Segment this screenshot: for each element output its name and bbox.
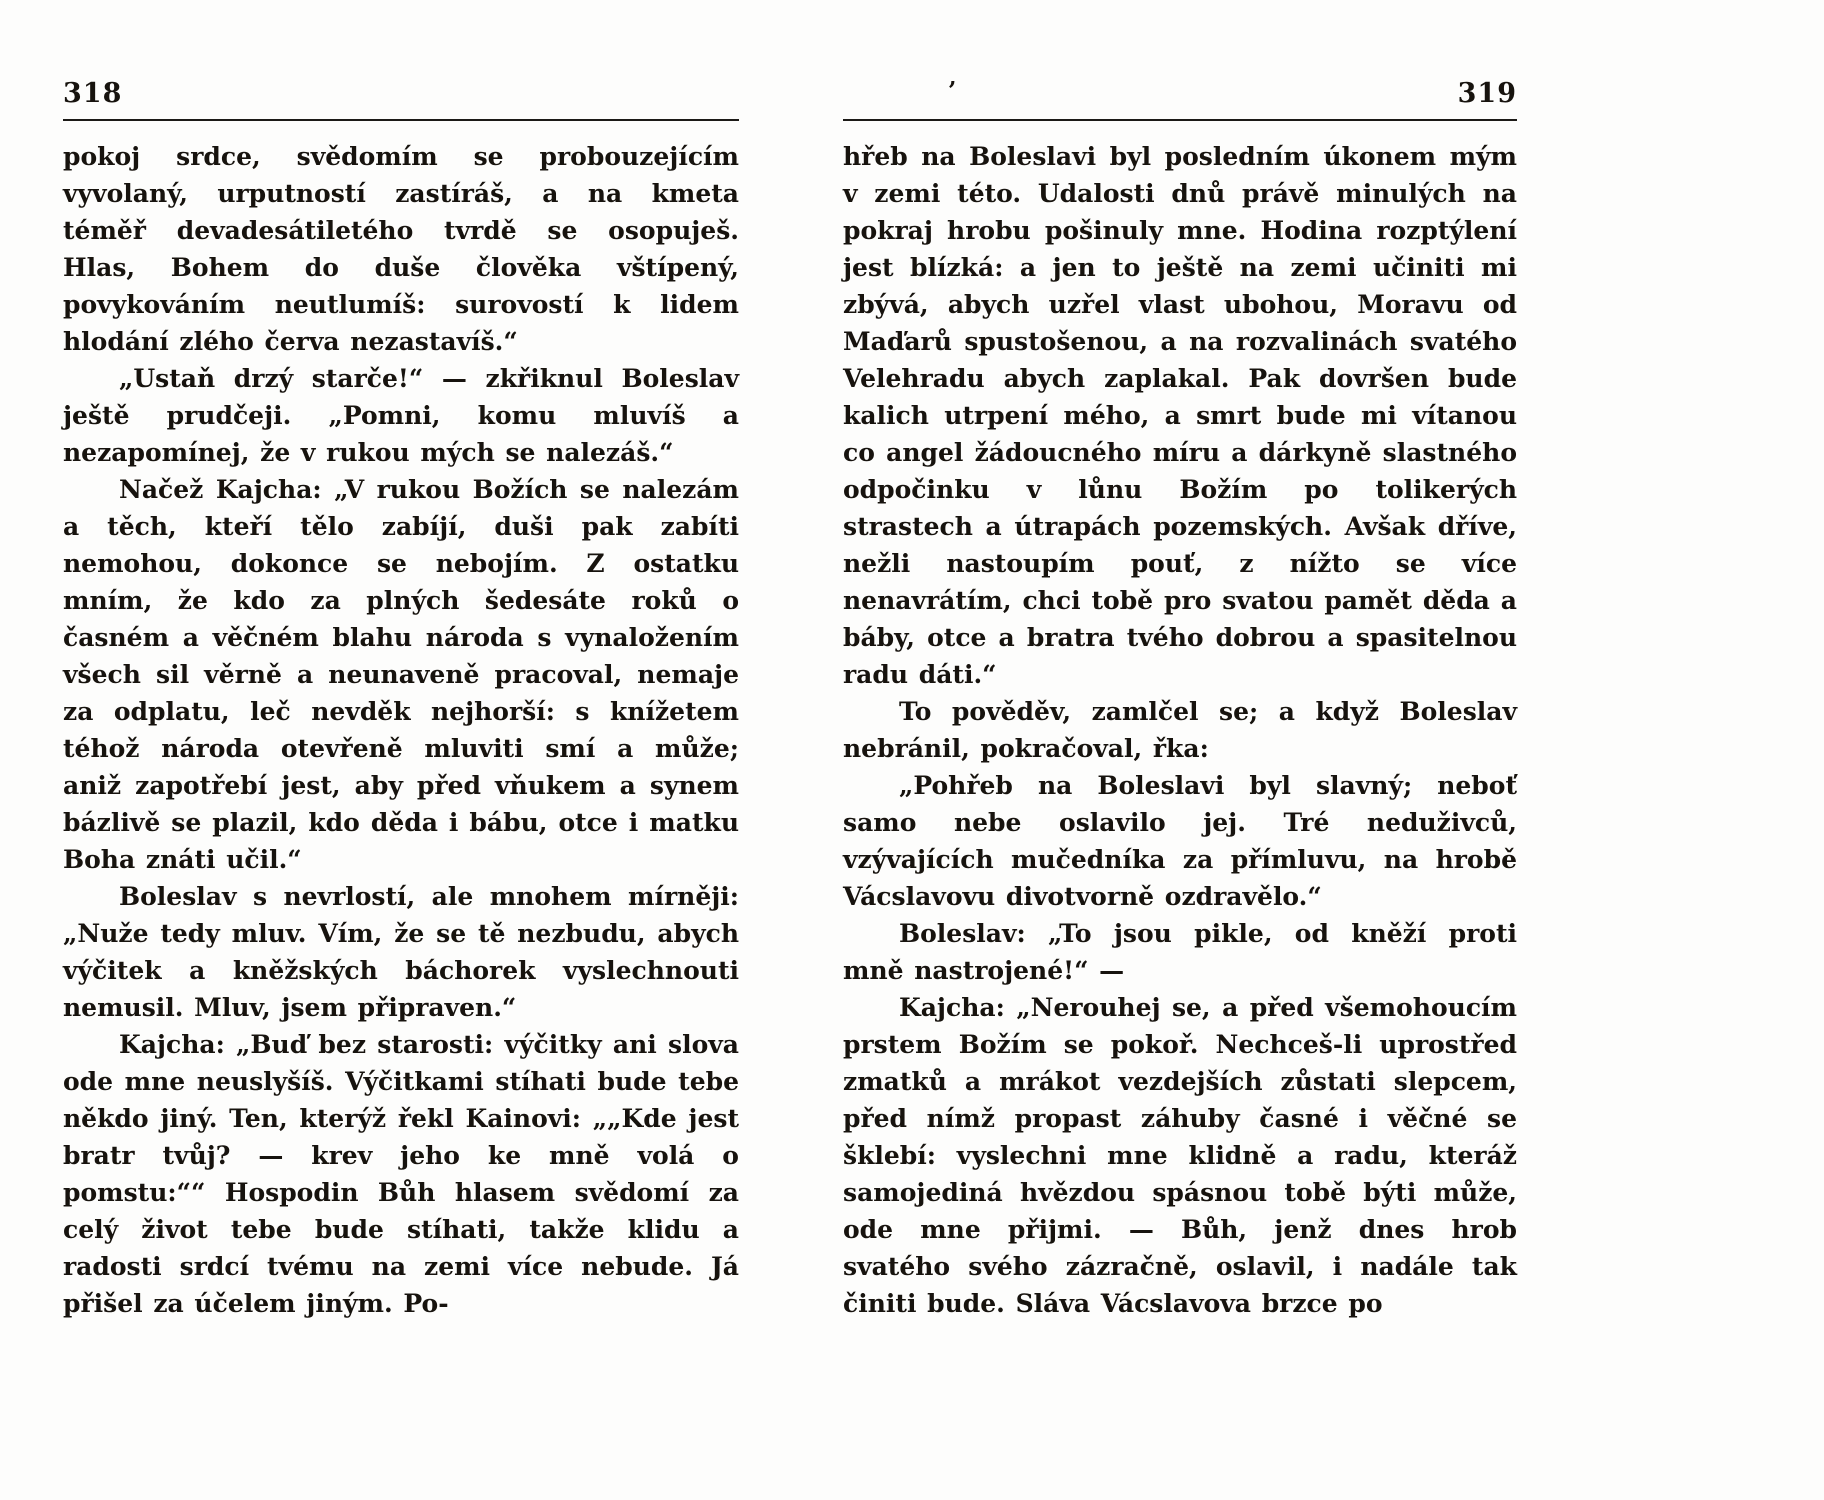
- paragraph: Kajcha: „Buď bez starosti: výčitky ani slova ode mne neuslyšíš. Výčitkami stíhati bude tebe někdo jiný. Ten, kterýž řekl Kainovi: „„Kde jest bratr tvůj? — krev jeho ke mně volá o pomstu:““ Hospodin Bůh hlasem svědomí za celý život tebe bude stíhati, takže klidu a radosti srdcí tvému na zemi více nebude. Já přišel za účelem jiným. Po-: [63, 1030, 739, 1318]
- header-rule: [843, 119, 1517, 121]
- paragraph: „Ustaň drzý starče!“ — zkřiknul Boleslav ještě prudčeji. „Pomni, komu mluvíš a nezapomínej, že v rukou mých se nalezáš.“: [63, 364, 739, 467]
- page-body: [843, 138, 1517, 1322]
- paragraph: Boleslav: „To jsou pikle, od kněží proti mně nastrojené!“ —: [843, 919, 1517, 985]
- right-page: [843, 78, 1517, 1322]
- paragraph: pokoj srdce, svědomím se probouzejícím vyvolaný, urputností zastíráš, a na kmeta téměř devadesátiletého tvrdě se osopuješ. Hlas, Bohem do duše člověka vštípený, povykováním neutlumíš: surovostí k lidem hlodání zlého červa nezastavíš.“: [63, 142, 739, 356]
- stray-ink-mark: ’: [948, 76, 957, 105]
- paragraph: Boleslav s nevrlostí, ale mnohem mírněji: „Nuže tedy mluv. Vím, že se tě nezbudu, abych výčitek a kněžských báchorek vyslechnouti nemusil. Mluv, jsem připraven.“: [63, 882, 739, 1022]
- paragraph: hřeb na Boleslavi byl posledním úkonem mým v zemi této. Udalosti dnů právě minulých na pokraj hrobu pošinuly mne. Hodina rozptýlení jest blízká: a jen to ještě na zemi učiniti mi zbývá, abych uzřel vlast ubohou, Moravu od Maďarů spustošenou, a na rozvalinách svatého Velehradu abych zaplakal. Pak dovršen bude kalich utrpení mého, a smrt bude mi vítanou co angel žádoucného míru a dárkyně slastného odpočinku v lůnu Božím po tolikerých strastech a útrapách pozemských. Avšak dříve, nežli nastoupím pouť, z nížto se více nenavrátím, chci tobě pro svatou pamět děda a báby, otce a bratra tvého dobrou a spasitelnou radu dáti.“: [843, 142, 1517, 689]
- page-number: 318: [63, 78, 123, 109]
- paragraph: Načež Kajcha: „V rukou Božích se nalezám a těch, kteří tělo zabíjí, duši pak zabíti nemohou, dokonce se nebojím. Z ostatku mním, že kdo za plných šedesáte roků o časném a věčném blahu národa s vynaložením všech sil věrně a neunaveně pracoval, nemaje za odplatu, leč nevděk nejhorší: s knížetem téhož národa otevřeně mluviti smí a může; aniž zapotřebí jest, aby před vňukem a synem bázlivě se plazil, kdo děda i bábu, otce i matku Boha znáti učil.“: [63, 475, 739, 874]
- page-body: [63, 138, 739, 1322]
- paragraph: „Pohřeb na Boleslavi byl slavný; neboť samo nebe oslavilo jej. Tré neduživců, vzývajících mučedníka za přímluvu, na hrobě Vácslavovu divotvorně ozdravělo.“: [843, 771, 1517, 911]
- header-rule: [63, 119, 739, 121]
- left-page: [63, 78, 739, 1322]
- page-number: 319: [1457, 78, 1517, 109]
- paragraph: Kajcha: „Nerouhej se, a před všemohoucím prstem Božím se pokoř. Nechceš-li uprostřed zmatků a mrákot vezdejších zůstati slepcem, před nímž propast záhuby časné i věčné se šklebí: vyslechni mne klidně a radu, kteráž samojediná hvězdou spásnou tobě býti může, ode mne přijmi. — Bůh, jenž dnes hrob svatého svého zázračně, oslavil, i nadále tak činiti bude. Sláva Vácslavova brzce po: [843, 993, 1517, 1318]
- paragraph: To pověděv, zamlčel se; a když Boleslav nebránil, pokračoval, řka:: [843, 697, 1517, 763]
